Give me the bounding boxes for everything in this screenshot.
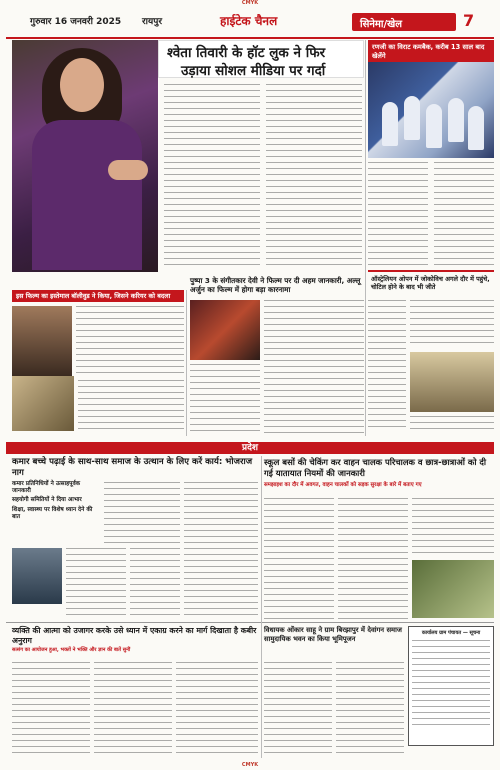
story2-body2: [78, 380, 184, 434]
right-story2-body2: [410, 300, 494, 348]
masthead: [0, 8, 500, 36]
lead-body-col2: [266, 84, 362, 266]
story2-headline: इस फिल्म का इस्तेमाल बॉलीवुड ने किया, जिसने करियर को बदला: [12, 290, 184, 302]
right-story2-headline: ऑस्ट्रेलियन ओपन में जोकोविच अगले दौर में पहुंचे, चोटिल होने के बाद भी जीते: [368, 270, 494, 294]
page-number: 7: [463, 11, 475, 30]
bottom-headline2: विधायक ओंकार साहू ने ग्राम बिरझापुर में देवांगन समाज सामुदायिक भवन का किया भूमिपूजन: [264, 626, 402, 643]
story2-photo: [12, 306, 72, 376]
story3-headline: पुष्पा 3 के संगीतकार देवी ने फिल्म पर दी अहम जानकारी, अल्लू अर्जुन का फिल्म में होगा बड़ा कारनामा: [190, 276, 361, 294]
bullet-item: सहयोगी समितियों ने दिया आभार: [12, 497, 82, 504]
column-divider: [261, 456, 262, 758]
right-story2-photo: [410, 352, 494, 412]
edition-city: रायपुर: [142, 17, 163, 27]
section-label: सिनेमा/खेल: [352, 13, 456, 31]
lead-headline-box: [158, 40, 364, 78]
bottom-body5: [336, 662, 404, 758]
header-rule: [6, 37, 494, 39]
pradesh-subhead2: समझाइश का दौर में अवगत, वाहन चालकों को सड़क सुरक्षा के बारे में बताए गए: [264, 482, 422, 488]
color-registration-bottom: CMYK: [241, 762, 259, 768]
bullet-item: शिक्षा, स्वास्थ्य पर विशेष ध्यान देने की बात: [12, 506, 93, 520]
story3-body2: [190, 364, 260, 434]
color-registration-top: CMYK: [241, 0, 259, 6]
story3-body1: [264, 300, 364, 434]
bottom-body3: [176, 662, 258, 758]
bottom-subhead1: सत्संग का आयोजन हुआ, भक्तों ने भक्ति और ज्ञान की बातें सुनीं: [12, 647, 131, 653]
pradesh-banner: प्रदेश: [6, 442, 494, 454]
right-story2-body3: [410, 416, 494, 434]
bottom-headline1: व्यक्ति की आत्मा को उजागर करके उसे ध्यान में एकाग्र करने का मार्ग दिखाता है कबीर अनुराग: [12, 626, 257, 645]
right-story-body2: [434, 162, 494, 266]
pradesh-body1: [66, 548, 126, 620]
right-story-headline: रणजी का विराट कमबैक, करीब 13 साल बाद खेलेंगे: [368, 40, 494, 63]
pradesh-photo2: [412, 560, 494, 618]
paper-brand: हाईटेक चैनल: [220, 14, 278, 28]
story2-body1: [76, 306, 184, 376]
right-story: [368, 40, 494, 63]
pradesh-body6: [338, 498, 408, 620]
pradesh-headline1: कमार बच्चे पढ़ाई के साथ-साथ समाज के उत्थान के लिए करें कार्य: भोजराज नाग: [12, 457, 253, 478]
pradesh-body7: [412, 498, 494, 556]
pradesh-body4: [130, 548, 180, 620]
bottom-body2: [94, 662, 172, 758]
lead-headline-line2: उड़ाया सोशल मीडिया पर गर्दा: [181, 63, 326, 79]
section-divider: [6, 622, 494, 623]
notice-title: कार्यालय ग्राम पंचायत — सूचना: [421, 630, 481, 636]
pradesh-headline2: स्कूल बसों की चेकिंग कर वाहन चालक परिचालक व छात्र-छात्राओं को दी गई यातायात नियमों की जानकारी: [264, 457, 487, 478]
bullet-item: कमार प्रतिनिधियों ने उत्साहपूर्वक जानकारी: [12, 481, 81, 495]
lead-headline-line1: श्वेता तिवारी के हॉट लुक ने फिर: [167, 45, 326, 61]
notice-body: [412, 640, 490, 730]
right-story2-body1: [368, 300, 406, 432]
bottom-body4: [264, 662, 332, 758]
public-notice-box: [408, 626, 494, 746]
pradesh-body2: [104, 482, 180, 544]
pradesh-bullets: [12, 481, 100, 523]
column-divider: [186, 290, 187, 436]
story3-photo: [190, 300, 260, 360]
pradesh-body3: [184, 482, 258, 620]
story4-photo: [12, 376, 74, 431]
lead-body-col1: [164, 84, 260, 266]
right-story-photo: [368, 62, 494, 158]
issue-date: गुरुवार 16 जनवरी 2025: [30, 17, 122, 27]
lead-photo: [12, 40, 158, 272]
bottom-body1: [12, 662, 90, 758]
pradesh-body5: [264, 498, 334, 620]
right-story-body1: [368, 162, 428, 266]
column-divider: [365, 40, 366, 436]
pradesh-photo1: [12, 548, 62, 604]
